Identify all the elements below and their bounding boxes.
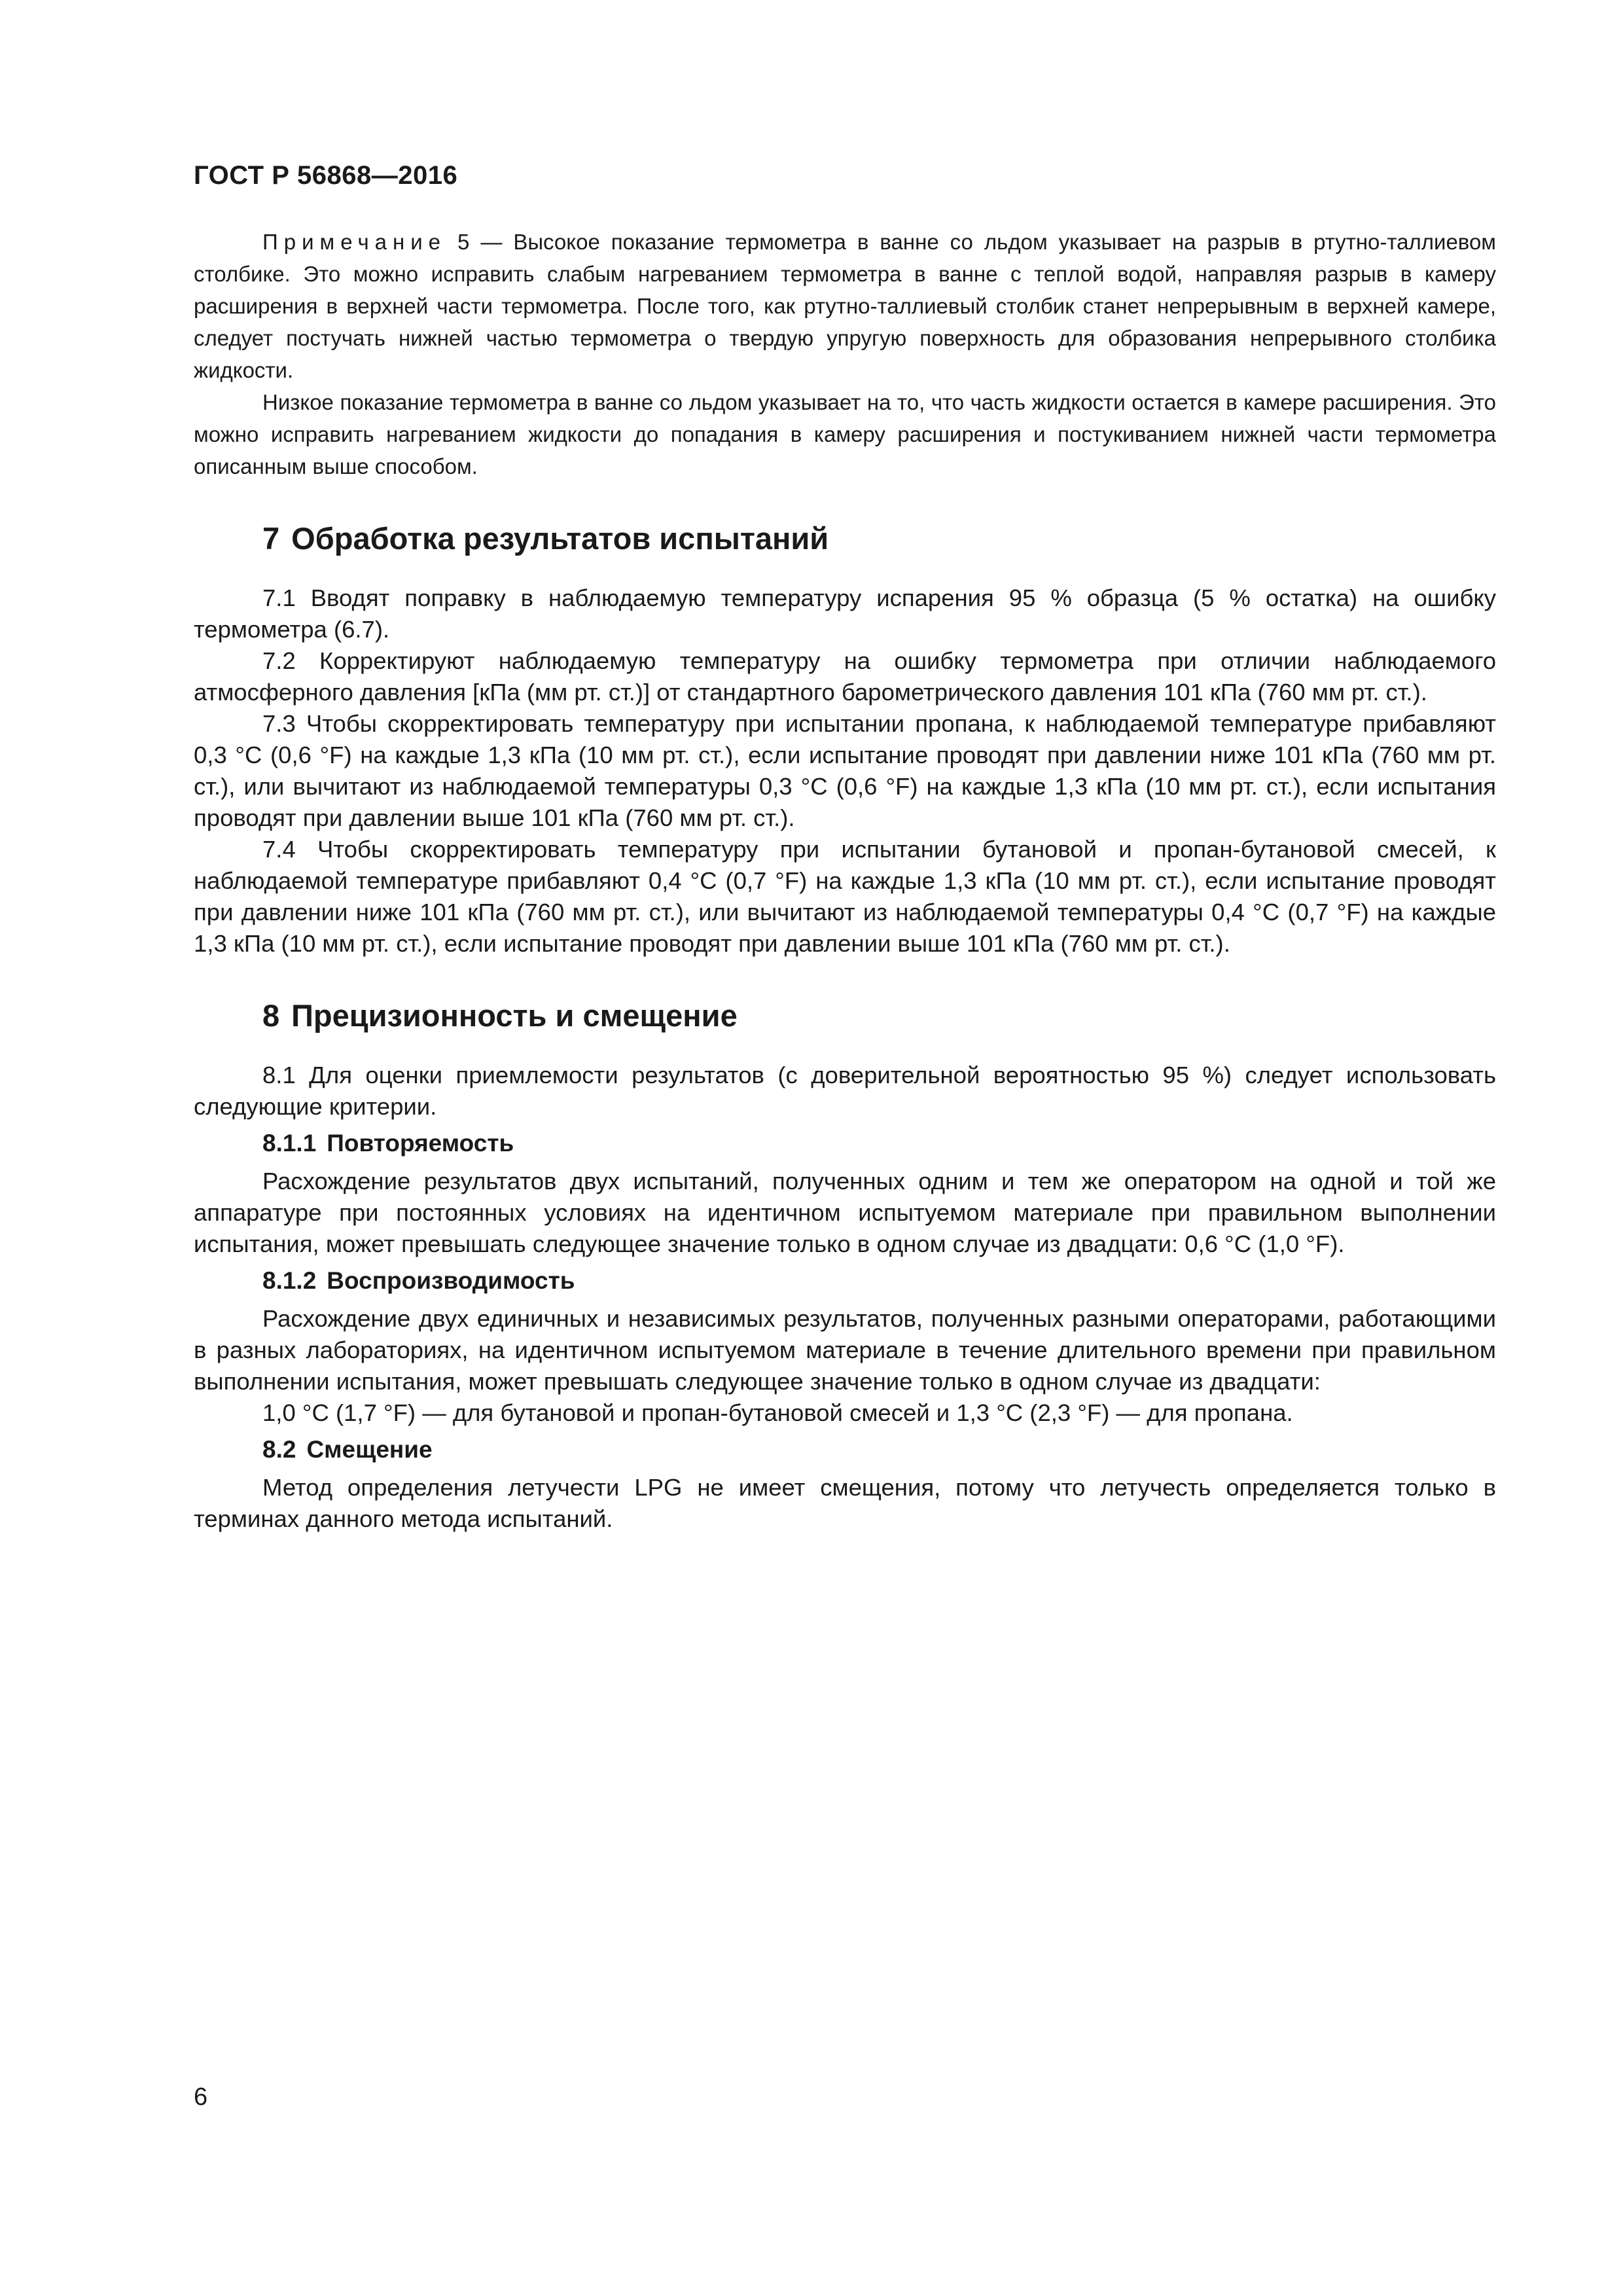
paragraph-7-4: 7.4 Чтобы скорректировать температуру при испытании бутановой и пропан-бутановой смесей, к наблюдаемой температуре прибавляют 0,4 °С (0,7 °F) на каждые 1,3 кПа (10 мм рт. ст.), если испытание проводят при давлении ниже 101 кПа (760 мм рт. ст.), или вычитают из наблюдаемой температуры 0,4 °С (0,7 °F) на каждые 1,3 кПа (10 мм рт. ст.), если испытание проводят при давлении выше 101 кПа (760 мм рт. ст.).	[194, 836, 1496, 957]
note-text: Высокое показание термометра в ванне со льдом указывает на разрыв в ртутно-таллиевом столбике. Это можно исправить слабым нагреванием термометра в ванне с теплой водой, направляя разрыв в камеру расширения в верхней части термометра. После того, как ртутно-таллиевый столбик станет непрерывным в верхней камере, следует постучать нижней частью термометра о твердую упругую поверхность для образования непрерывного столбика жидкости.	[194, 230, 1496, 382]
document-body	[194, 226, 1496, 1535]
section-7-title: Обработка результатов испытаний	[291, 521, 829, 556]
note-label: Примечание	[262, 230, 447, 254]
section-8-heading	[262, 997, 1496, 1033]
subsection-8-2-title: Смещение	[306, 1436, 433, 1463]
section-7-number: 7	[262, 521, 280, 556]
subsection-8-1-2-title: Воспроизводимость	[327, 1267, 575, 1294]
paragraph-8-1: 8.1 Для оценки приемлемости результатов (с доверительной вероятностью 95 %) следует использовать следующие критерии.	[194, 1062, 1496, 1120]
paragraph-8-1-2-values: 1,0 °С (1,7 °F) — для бутановой и пропан-бутановой смесей и 1,3 °С (2,3 °F) — для пропана.	[262, 1399, 1293, 1426]
subsection-8-1-2-heading	[262, 1265, 1496, 1297]
paragraph-7-3: 7.3 Чтобы скорректировать температуру при испытании пропана, к наблюдаемой температуре прибавляют 0,3 °С (0,6 °F) на каждые 1,3 кПа (10 мм рт. ст.), если испытание проводят при давлении ниже 101 кПа (760 мм рт. ст.), или вычитают из наблюдаемой температуры 0,3 °С (0,6 °F) на каждые 1,3 кПа (10 мм рт. ст.), если испытания проводят при давлении выше 101 кПа (760 мм рт. ст.).	[194, 710, 1496, 831]
paragraph-7-1: 7.1 Вводят поправку в наблюдаемую температуру испарения 95 % образца (5 % остатка) на ошибку термометра (6.7).	[194, 584, 1496, 643]
paragraph-7-2: 7.2 Корректируют наблюдаемую температуру на ошибку термометра при отличии наблюдаемого атмосферного давления [кПа (мм рт. ст.)] от стандартного барометрического давления 101 кПа (760 мм рт. ст.).	[194, 647, 1496, 706]
paragraph-8-1-2: Расхождение двух единичных и независимых результатов, полученных разными операторами, работающими в разных лабораториях, на идентичном испытуемом материале в течение длительного времени при правильном выполнении испытания, может превышать следующее значение только в одном случае из двадцати:	[194, 1305, 1496, 1395]
page-number: 6	[194, 2083, 208, 2111]
paragraph-8-2: Метод определения летучести LPG не имеет смещения, потому что летучесть определяется только в терминах данного метода испытаний.	[194, 1474, 1496, 1532]
subsection-8-1-2-number: 8.1.2	[262, 1267, 317, 1294]
standard-header: ГОСТ Р 56868—2016	[194, 161, 458, 190]
paragraph-8-1-1: Расхождение результатов двух испытаний, полученных одним и тем же оператором на одной и той же аппаратуре при постоянных условиях на идентичном испытуемом материале при правильном выполнении испытания, может превышать следующее значение только в одном случае из двадцати: 0,6 °С (1,0 °F).	[194, 1168, 1496, 1257]
section-7-heading	[262, 520, 1496, 556]
note-paragraph-2: Низкое показание термометра в ванне со льдом указывает на то, что часть жидкости остается в камере расширения. Это можно исправить нагреванием жидкости до попадания в камеру расширения и постукиванием нижней части термометра описанным выше способом.	[194, 390, 1496, 478]
section-8-number: 8	[262, 998, 280, 1033]
section-8-title: Прецизионность и смещение	[291, 998, 738, 1033]
note-paragraph	[194, 226, 1496, 386]
subsection-8-2-heading	[262, 1434, 1496, 1465]
subsection-8-1-1-number: 8.1.1	[262, 1130, 317, 1157]
subsection-8-2-number: 8.2	[262, 1436, 296, 1463]
subsection-8-1-1-heading	[262, 1128, 1496, 1159]
note-number: 5 —	[446, 230, 514, 254]
subsection-8-1-1-title: Повторяемость	[327, 1130, 514, 1157]
